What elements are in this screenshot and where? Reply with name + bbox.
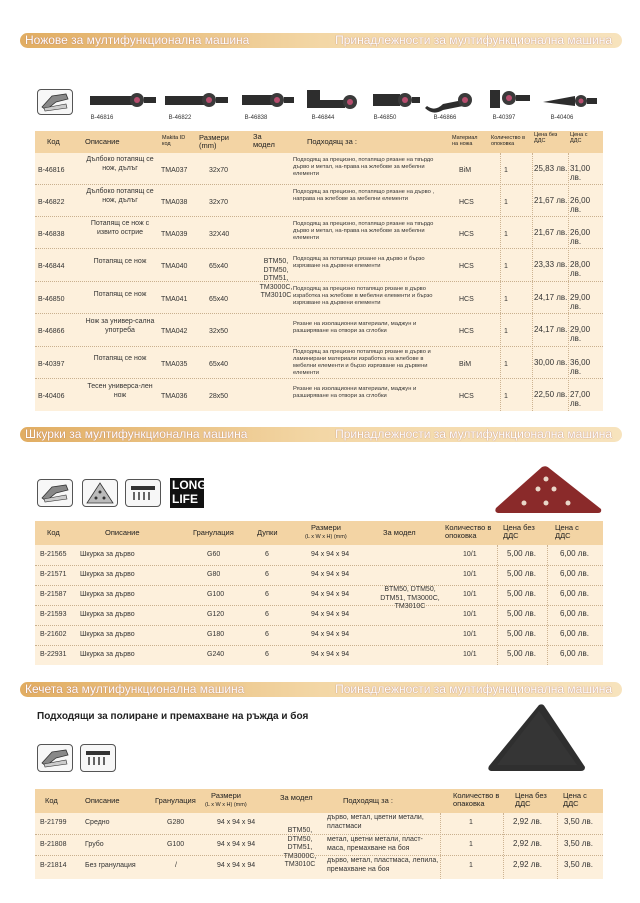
row-size: 94 x 94 x 94 (311, 651, 350, 658)
model-group: BTM50, DTM50, DTM51, TM3000C, TM3010C (380, 586, 440, 610)
row-price: 21,67 лв. (534, 228, 568, 237)
row-code: B-21587 (40, 591, 67, 598)
row-price: 23,33 лв. (534, 260, 568, 269)
blade-label: B-46838 (244, 115, 268, 121)
row-price: 5,00 лв. (507, 549, 536, 558)
row-desc: Потапящ се нож (93, 291, 147, 298)
row-size: 65x40 (209, 263, 229, 270)
blade-label: B-46844 (311, 115, 335, 121)
section-1-banner (20, 33, 622, 48)
col-desc: Описание (85, 796, 120, 805)
row-price: 5,00 лв. (507, 609, 536, 618)
row-material: HCS (459, 393, 474, 400)
blade-images (85, 86, 640, 116)
pads-table-body (35, 813, 603, 879)
row-material: HCS (459, 328, 474, 335)
dust-extraction-icon (80, 744, 116, 772)
row-suitable: Рязане на изолационни материали, маджун и разширяване на отвори за сглобки (293, 386, 417, 399)
row-qty: 1 (504, 167, 508, 174)
row-qty: 1 (504, 199, 508, 206)
row-grit: G180 (207, 631, 225, 638)
row-qty: 1 (469, 819, 473, 826)
row-size: 28x50 (209, 393, 229, 400)
model-group: BTM50, DTM50, DTM51, TM3000C, TM3010C (259, 258, 293, 299)
row-price-vat: 26,00 лв. (570, 228, 591, 246)
col-holes: Дупки (257, 528, 278, 537)
row-qty: 1 (504, 296, 508, 303)
row-code: B-46822 (38, 199, 65, 206)
row-code: B-21602 (40, 631, 67, 638)
row-price: 2,92 лв. (513, 817, 542, 826)
col-material: Материал на ножа (452, 135, 478, 147)
section-category: Принадлежности за мултифункционална машина (335, 427, 612, 441)
col-suitable: Подходящ за : (343, 796, 393, 805)
row-holes: 6 (265, 611, 269, 618)
row-makita: TMA038 (161, 199, 188, 206)
col-model: За модел (280, 793, 313, 802)
row-size: 94 x 94 x 94 (217, 862, 256, 869)
row-size: 32x70 (209, 167, 229, 174)
row-grit: G80 (207, 571, 221, 578)
row-material: HCS (459, 199, 474, 206)
row-qty: 10/1 (463, 651, 477, 658)
blade-b46844 (307, 90, 357, 109)
row-makita: TMA040 (161, 263, 188, 270)
row-price-vat: 6,00 лв. (560, 649, 589, 658)
row-price: 24,17 лв. (534, 293, 568, 302)
col-grit: Гранулация (155, 796, 196, 805)
section-category: Поинадлежности за мултифункционална машина (335, 682, 612, 696)
row-size: 94 x 94 x 94 (311, 591, 350, 598)
row-qty: 1 (504, 393, 508, 400)
multitool-icon (37, 89, 73, 115)
sandpaper-image (494, 465, 604, 515)
blade-b46822 (165, 93, 228, 107)
col-qty: Количество в опоковка (445, 523, 492, 540)
row-price-vat: 29,00 лв. (570, 293, 591, 311)
sandpaper-table-header (35, 521, 603, 545)
row-qty: 10/1 (463, 571, 477, 578)
row-code: B-40406 (38, 393, 65, 400)
row-holes: 6 (265, 551, 269, 558)
row-price-vat: 31,00 лв. (570, 164, 591, 182)
row-material: HCS (459, 296, 474, 303)
row-code: B-46850 (38, 296, 65, 303)
row-desc: Средно (85, 819, 110, 826)
row-desc: Нож за универ-сална употреба (85, 318, 155, 334)
row-desc: Шкурка за дърво (80, 551, 135, 558)
row-qty: 1 (504, 263, 508, 270)
row-grit: G100 (167, 841, 185, 848)
section-2-banner (20, 427, 622, 442)
row-price: 2,92 лв. (513, 860, 542, 869)
row-size: 94 x 94 x 94 (217, 841, 256, 848)
row-desc: Шкурка за дърво (80, 571, 135, 578)
row-code: B-40397 (38, 361, 65, 368)
row-desc: Без гранулация (85, 862, 136, 869)
row-price-vat: 27,00 лв. (570, 390, 591, 408)
col-desc: Описание (105, 528, 140, 537)
col-code: Код (47, 137, 60, 146)
row-code: B-46866 (38, 328, 65, 335)
blade-label: B-40406 (550, 115, 574, 121)
col-code: Код (47, 528, 60, 537)
row-holes: 6 (265, 591, 269, 598)
row-price-vat: 3,50 лв. (564, 817, 593, 826)
row-desc: Потапящ се нож с извито острие (90, 220, 150, 236)
row-qty: 10/1 (463, 551, 477, 558)
col-model: За модел (383, 528, 416, 537)
blade-label: B-46816 (90, 115, 114, 121)
row-qty: 1 (504, 231, 508, 238)
row-suitable: Подходящ за прецизно потапящо рязане в дърво изработка на жлебове в мебелни елементи и бързо изрязване на дървени елементи (293, 286, 433, 306)
row-makita: TMA037 (161, 167, 188, 174)
row-size: 94 x 94 x 94 (217, 819, 256, 826)
col-suitable: Подходящ за : (307, 137, 357, 146)
row-qty: 1 (504, 361, 508, 368)
row-qty: 10/1 (463, 591, 477, 598)
row-size: 32X40 (209, 231, 230, 238)
row-grit: / (175, 862, 177, 869)
col-grit: Гранулация (193, 528, 234, 537)
row-makita: TMA036 (161, 393, 188, 400)
blade-b40397 (490, 90, 530, 108)
row-price-vat: 3,50 лв. (564, 839, 593, 848)
col-price: Цена без ДДС (515, 791, 547, 808)
row-suitable: метал, цветни метали, пласт-маса, премахване на боя (327, 836, 423, 852)
row-size: 32x50 (209, 328, 229, 335)
row-desc: Шкурка за дърво (80, 611, 135, 618)
row-code: B-46816 (38, 167, 65, 174)
col-size-sub: (L x W x H) (mm) (305, 534, 347, 540)
dust-extraction-icon (125, 479, 161, 507)
blades-table-body (35, 153, 603, 411)
row-qty: 1 (469, 841, 473, 848)
section-title: Шкурки за мултифункционална машина (25, 427, 248, 441)
blade-b46838 (242, 93, 294, 107)
blades-table-header (35, 131, 603, 153)
row-price: 2,92 лв. (513, 839, 542, 848)
abrasive-pad-image (487, 703, 587, 773)
row-grit: G240 (207, 651, 225, 658)
row-desc: Грубо (85, 841, 104, 848)
col-qty: Количество в опоковка (491, 135, 525, 147)
row-grit: G100 (207, 591, 225, 598)
row-size: 94 x 94 x 94 (311, 571, 350, 578)
row-code: B-21808 (40, 841, 67, 848)
row-code: B-22931 (40, 651, 67, 658)
row-makita: TMA039 (161, 231, 188, 238)
col-desc: Описание (85, 137, 120, 146)
row-price-vat: 28,00 лв. (570, 260, 591, 278)
row-qty: 10/1 (463, 631, 477, 638)
row-price: 30,00 лв. (534, 358, 568, 367)
blade-b40406 (543, 95, 597, 107)
col-size: Размери (311, 523, 341, 532)
row-price-vat: 6,00 лв. (560, 609, 589, 618)
blade-label: B-46866 (433, 115, 457, 121)
row-desc: Тесен универса-лен нож (87, 383, 153, 399)
section-3-banner (20, 682, 622, 697)
row-suitable: Подходящ за прецизно, потапящо рязане на дърво , направа на жлебове за мебелни елементи (293, 189, 435, 202)
col-makita: Makita ID код (162, 135, 186, 147)
row-holes: 6 (265, 631, 269, 638)
row-material: BiM (459, 361, 472, 368)
row-code: B-46838 (38, 231, 65, 238)
row-price-vat: 6,00 лв. (560, 549, 589, 558)
row-price-vat: 26,00 лв. (570, 196, 591, 214)
row-makita: TMA035 (161, 361, 188, 368)
blade-b46866 (425, 93, 472, 113)
row-price: 5,00 лв. (507, 589, 536, 598)
row-size: 94 x 94 x 94 (311, 631, 350, 638)
row-material: HCS (459, 263, 474, 270)
row-code: B-21799 (40, 819, 67, 826)
longlife-logo: LONG LIFE (172, 478, 207, 506)
col-price-vat: Цена с ДДС (570, 132, 588, 144)
triangle-pad-icon (82, 479, 118, 507)
row-qty: 1 (504, 328, 508, 335)
row-code: B-21814 (40, 862, 67, 869)
sandpaper-table-body (35, 545, 603, 665)
section-subtitle: Подходящи за полиране и премахване на ръжда и боя (37, 711, 309, 722)
blade-label: B-40397 (492, 115, 516, 121)
row-desc: Дълбоко потапящ се нож, дълъг (86, 156, 154, 172)
row-holes: 6 (265, 571, 269, 578)
col-qty: Количество в опаковка (453, 791, 500, 808)
row-desc: Дълбоко потапящ се нож, дълъг (86, 188, 154, 204)
row-suitable: Рязане на изолационни материали, маджун и разширяване на отвори за сглобки (293, 321, 417, 334)
col-size-sub: (L x W x H) (mm) (205, 802, 247, 808)
row-price: 24,17 лв. (534, 325, 568, 334)
row-material: HCS (459, 231, 474, 238)
row-suitable: Подходящ за потапящо рязане на дърво и бързо изрязване на дървени елементи (293, 256, 425, 269)
row-holes: 6 (265, 651, 269, 658)
section-title: Ножове за мултифункционална машина (25, 33, 250, 47)
row-suitable: дърво, метал, пластмаса, лепила, премахване на боя (327, 857, 439, 873)
row-suitable: Подходящ за прецизно потапящо рязане в дърво и ламинирани материали изработка на жлебове в мебелни елементи и бързо изрязване на дървени елементи (293, 349, 431, 376)
row-size: 65x40 (209, 361, 229, 368)
col-code: Код (45, 796, 58, 805)
row-price: 5,00 лв. (507, 629, 536, 638)
row-desc: Шкурка за дърво (80, 631, 135, 638)
col-price-vat: Цена с ДДС (555, 523, 579, 540)
row-desc: Потапящ се нож (93, 355, 147, 362)
row-size: 94 x 94 x 94 (311, 551, 350, 558)
row-size: 65x40 (209, 296, 229, 303)
row-code: B-46844 (38, 263, 65, 270)
row-code: B-21593 (40, 611, 67, 618)
col-model: За модел (253, 132, 275, 149)
row-size: 32x70 (209, 199, 229, 206)
row-price: 25,83 лв. (534, 164, 568, 173)
section-category: Принадлежности за мултифункционална машина (335, 33, 612, 47)
row-suitable: дърво, метал, цветни метали, пластмаси (327, 814, 424, 830)
row-qty: 1 (469, 862, 473, 869)
row-desc: Потапящ се нож (93, 258, 147, 265)
row-desc: Шкурка за дърво (80, 651, 135, 658)
col-price: Цена без ДДС (534, 132, 558, 144)
pads-table-header (35, 789, 603, 813)
multitool-icon (37, 479, 73, 507)
section-title: Кечета за мултифункционална машина (25, 682, 245, 696)
row-desc: Шкурка за дърво (80, 591, 135, 598)
row-price: 22,50 лв. (534, 390, 568, 399)
row-price-vat: 6,00 лв. (560, 629, 589, 638)
row-grit: G280 (167, 819, 185, 826)
row-size: 94 x 94 x 94 (311, 611, 350, 618)
row-code: B-21571 (40, 571, 67, 578)
row-price-vat: 36,00 лв. (570, 358, 591, 376)
row-price: 5,00 лв. (507, 649, 536, 658)
col-price: Цена без ДДС (503, 523, 535, 540)
row-price: 21,67 лв. (534, 196, 568, 205)
blade-b46850 (373, 93, 420, 107)
row-material: BiM (459, 167, 472, 174)
row-qty: 10/1 (463, 611, 477, 618)
row-price-vat: 6,00 лв. (560, 569, 589, 578)
col-size: Размери (mm) (199, 133, 229, 150)
blade-b46816 (90, 93, 156, 107)
row-code: B-21565 (40, 551, 67, 558)
row-suitable: Подходящ за прецизно, потапящо рязане на твърдо дърво и метал, на-права на жлебове за мебелни елементи (293, 157, 434, 177)
multitool-icon (37, 744, 73, 772)
row-makita: TMA041 (161, 296, 188, 303)
row-price-vat: 6,00 лв. (560, 589, 589, 598)
row-makita: TMA042 (161, 328, 188, 335)
row-grit: G120 (207, 611, 225, 618)
col-price-vat: Цена с ДДС (563, 791, 587, 808)
model-group: BTM50, DTM50, DTM51, TM3000C, TM3010C (283, 827, 317, 868)
row-price-vat: 29,00 лв. (570, 325, 591, 343)
row-suitable: Подходящ за прецизно, потапящо рязане на твърдо дърво и метал, на-права на жлебове за мебелни елементи (293, 221, 434, 241)
blade-label: B-46822 (168, 115, 192, 121)
col-size: Размери (211, 791, 241, 800)
blade-label: B-46850 (373, 115, 397, 121)
row-grit: G60 (207, 551, 221, 558)
row-price: 5,00 лв. (507, 569, 536, 578)
row-price-vat: 3,50 лв. (564, 860, 593, 869)
